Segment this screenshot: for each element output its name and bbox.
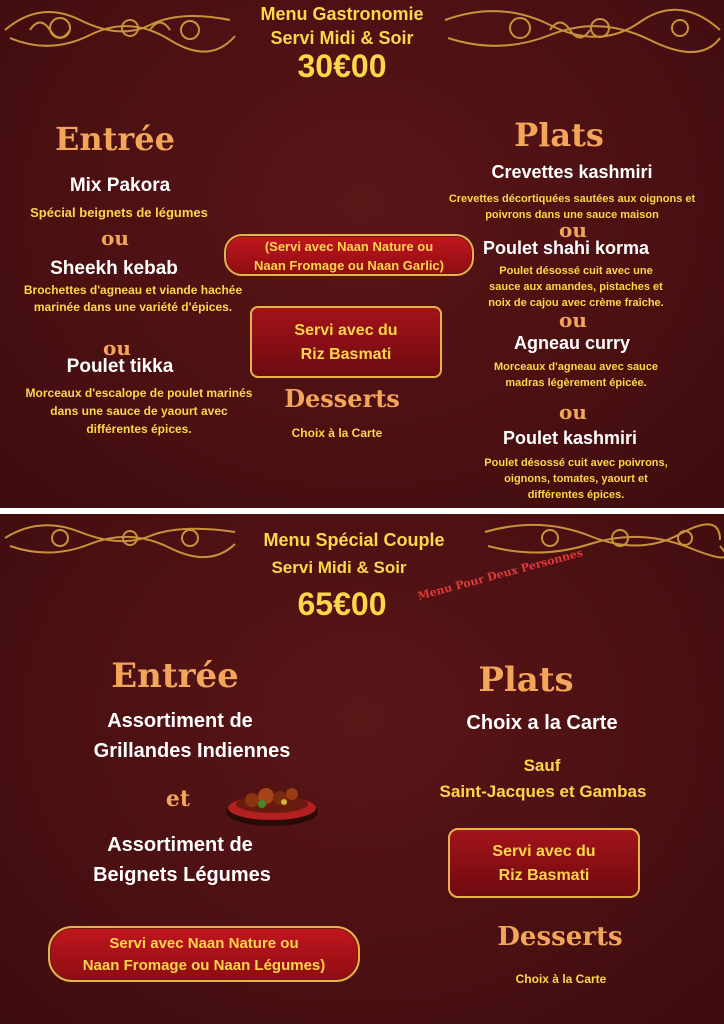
menu2-entree-item2-line1: Assortiment de — [107, 834, 253, 856]
menu1-plats-item2-name: Poulet shahi korma — [482, 238, 650, 258]
menu2-title: Menu Spécial Couple — [263, 530, 445, 550]
menu1-entree-item1-desc: Spécial beignets de légumes — [30, 205, 208, 220]
menu1-rice-line1: Servi avec du — [294, 322, 398, 339]
menu1-entree-item1-name: Mix Pakora — [69, 175, 171, 196]
menu1-entree-or2: ou — [103, 336, 131, 360]
menu1-entree-item2-desc: Brochettes d'agneau et viande hachée marinée dans une variété d'épices. — [23, 283, 243, 314]
menu1-plats-item3-desc1: Morceaux d'agneau avec sauce — [493, 361, 659, 373]
menu2-tagline: Menu Pour Deux Personnes — [416, 546, 585, 603]
menu1-entree-heading: Entrée — [54, 120, 175, 158]
menu2-entree-item2-line2: Beignets Légumes — [93, 864, 271, 886]
menu2-entree-item1-line1: Assortiment de — [107, 710, 253, 732]
menu1-entree-item3-name: Poulet tikka — [66, 356, 174, 377]
menu1-title: Menu Gastronomie — [260, 4, 424, 24]
menu1-served: Servi Midi & Soir — [270, 28, 414, 48]
menu1-rice-box — [250, 306, 442, 378]
menu1-naan-note-line2: Naan Fromage ou Naan Garlic) — [254, 258, 444, 273]
menu1-plats-item4-desc3: différentes épices. — [527, 489, 625, 501]
menu2-desserts-text: Choix à la Carte — [515, 972, 607, 986]
menu1-plats-item4-name: Poulet kashmiri — [502, 428, 638, 448]
ornament-top-left — [0, 0, 240, 60]
menu1-plats-item1-desc1: Crevettes décortiquées sautées aux oignons et — [448, 193, 696, 205]
menu1-entree-item3-desc: Morceaux d'escalope de poulet marinés dans une sauce de yaourt avec différentes épices. — [25, 386, 253, 436]
menu1-naan-note-line1: (Servi avec Naan Nature ou — [264, 239, 434, 254]
menu2-plats-heading: Plats — [478, 660, 574, 700]
menu2-plats-choice: Choix a la Carte — [466, 712, 618, 734]
menu2-entree-heading: Entrée — [111, 656, 239, 696]
menu1-plats-item3-desc2: madras légèrement épicée. — [505, 377, 647, 389]
menu1-entree-item2-name: Sheekh kebab — [50, 258, 178, 279]
menu1-plats-or3: ou — [559, 400, 587, 424]
ornament-top-right — [440, 0, 724, 60]
menu1-rice-line2: Riz Basmati — [300, 346, 392, 363]
menu2-plats-except2: Saint-Jacques et Gambas — [439, 782, 647, 801]
grill-platter-image — [222, 772, 322, 832]
menu2-naan-line2: Naan Fromage ou Naan Légumes) — [82, 957, 326, 974]
menu1-naan-note — [224, 234, 474, 276]
menu1-entree-or1: ou — [101, 226, 129, 250]
menu1-plats-item2-desc — [476, 263, 676, 311]
menu2-naan-line1: Servi avec Naan Nature ou — [109, 935, 299, 952]
ornament-bottom-left — [0, 516, 240, 560]
menu1-plats-item1-desc2: poivrons dans une sauce maison — [485, 209, 659, 221]
menu2-plats-except1: Sauf — [523, 756, 561, 775]
menu1-desserts-heading: Desserts — [284, 384, 400, 413]
menu1-plats-or2: ou — [559, 308, 587, 332]
menu1-plats-item3-name: Agneau curry — [513, 333, 631, 353]
menu2-served: Servi Midi & Soir — [271, 558, 407, 577]
menu1-plats-or1: ou — [559, 218, 587, 242]
menu1-plats-item2-desc1: Poulet désossé cuit avec une — [499, 265, 653, 277]
menu1-plats-item2-desc3: noix de cajou avec crème fraîche. — [488, 297, 664, 309]
menu1-price: 30€00 — [297, 48, 387, 84]
menu1-desserts-text: Choix à la Carte — [291, 426, 383, 440]
menu1-plats-heading: Plats — [514, 116, 604, 154]
menu2-rice-line2: Riz Basmati — [498, 867, 590, 884]
menu1-plats-item4-desc2: oignons, tomates, yaourt et — [504, 473, 648, 485]
menu2-desserts-heading: Desserts — [497, 922, 623, 952]
menu2-naan-note — [48, 926, 360, 982]
menu1-plats-item4-desc — [476, 455, 676, 503]
menu1-plats-item1-name: Crevettes kashmiri — [491, 162, 653, 182]
menu2-rice-line1: Servi avec du — [492, 843, 596, 860]
ornament-bottom-right — [480, 516, 724, 560]
menu2-price: 65€00 — [297, 586, 387, 622]
menu2-entree-and: et — [165, 786, 191, 812]
menu2-rice-box — [448, 828, 640, 898]
menu1-plats-item2-desc2: sauce aux amandes, pistaches et — [489, 281, 663, 293]
menu1-plats-item3-desc — [476, 359, 676, 391]
menu1-plats-item4-desc1: Poulet désossé cuit avec poivrons, — [484, 457, 668, 469]
menu2-entree-item1-line2: Grillandes Indiennes — [93, 740, 291, 762]
